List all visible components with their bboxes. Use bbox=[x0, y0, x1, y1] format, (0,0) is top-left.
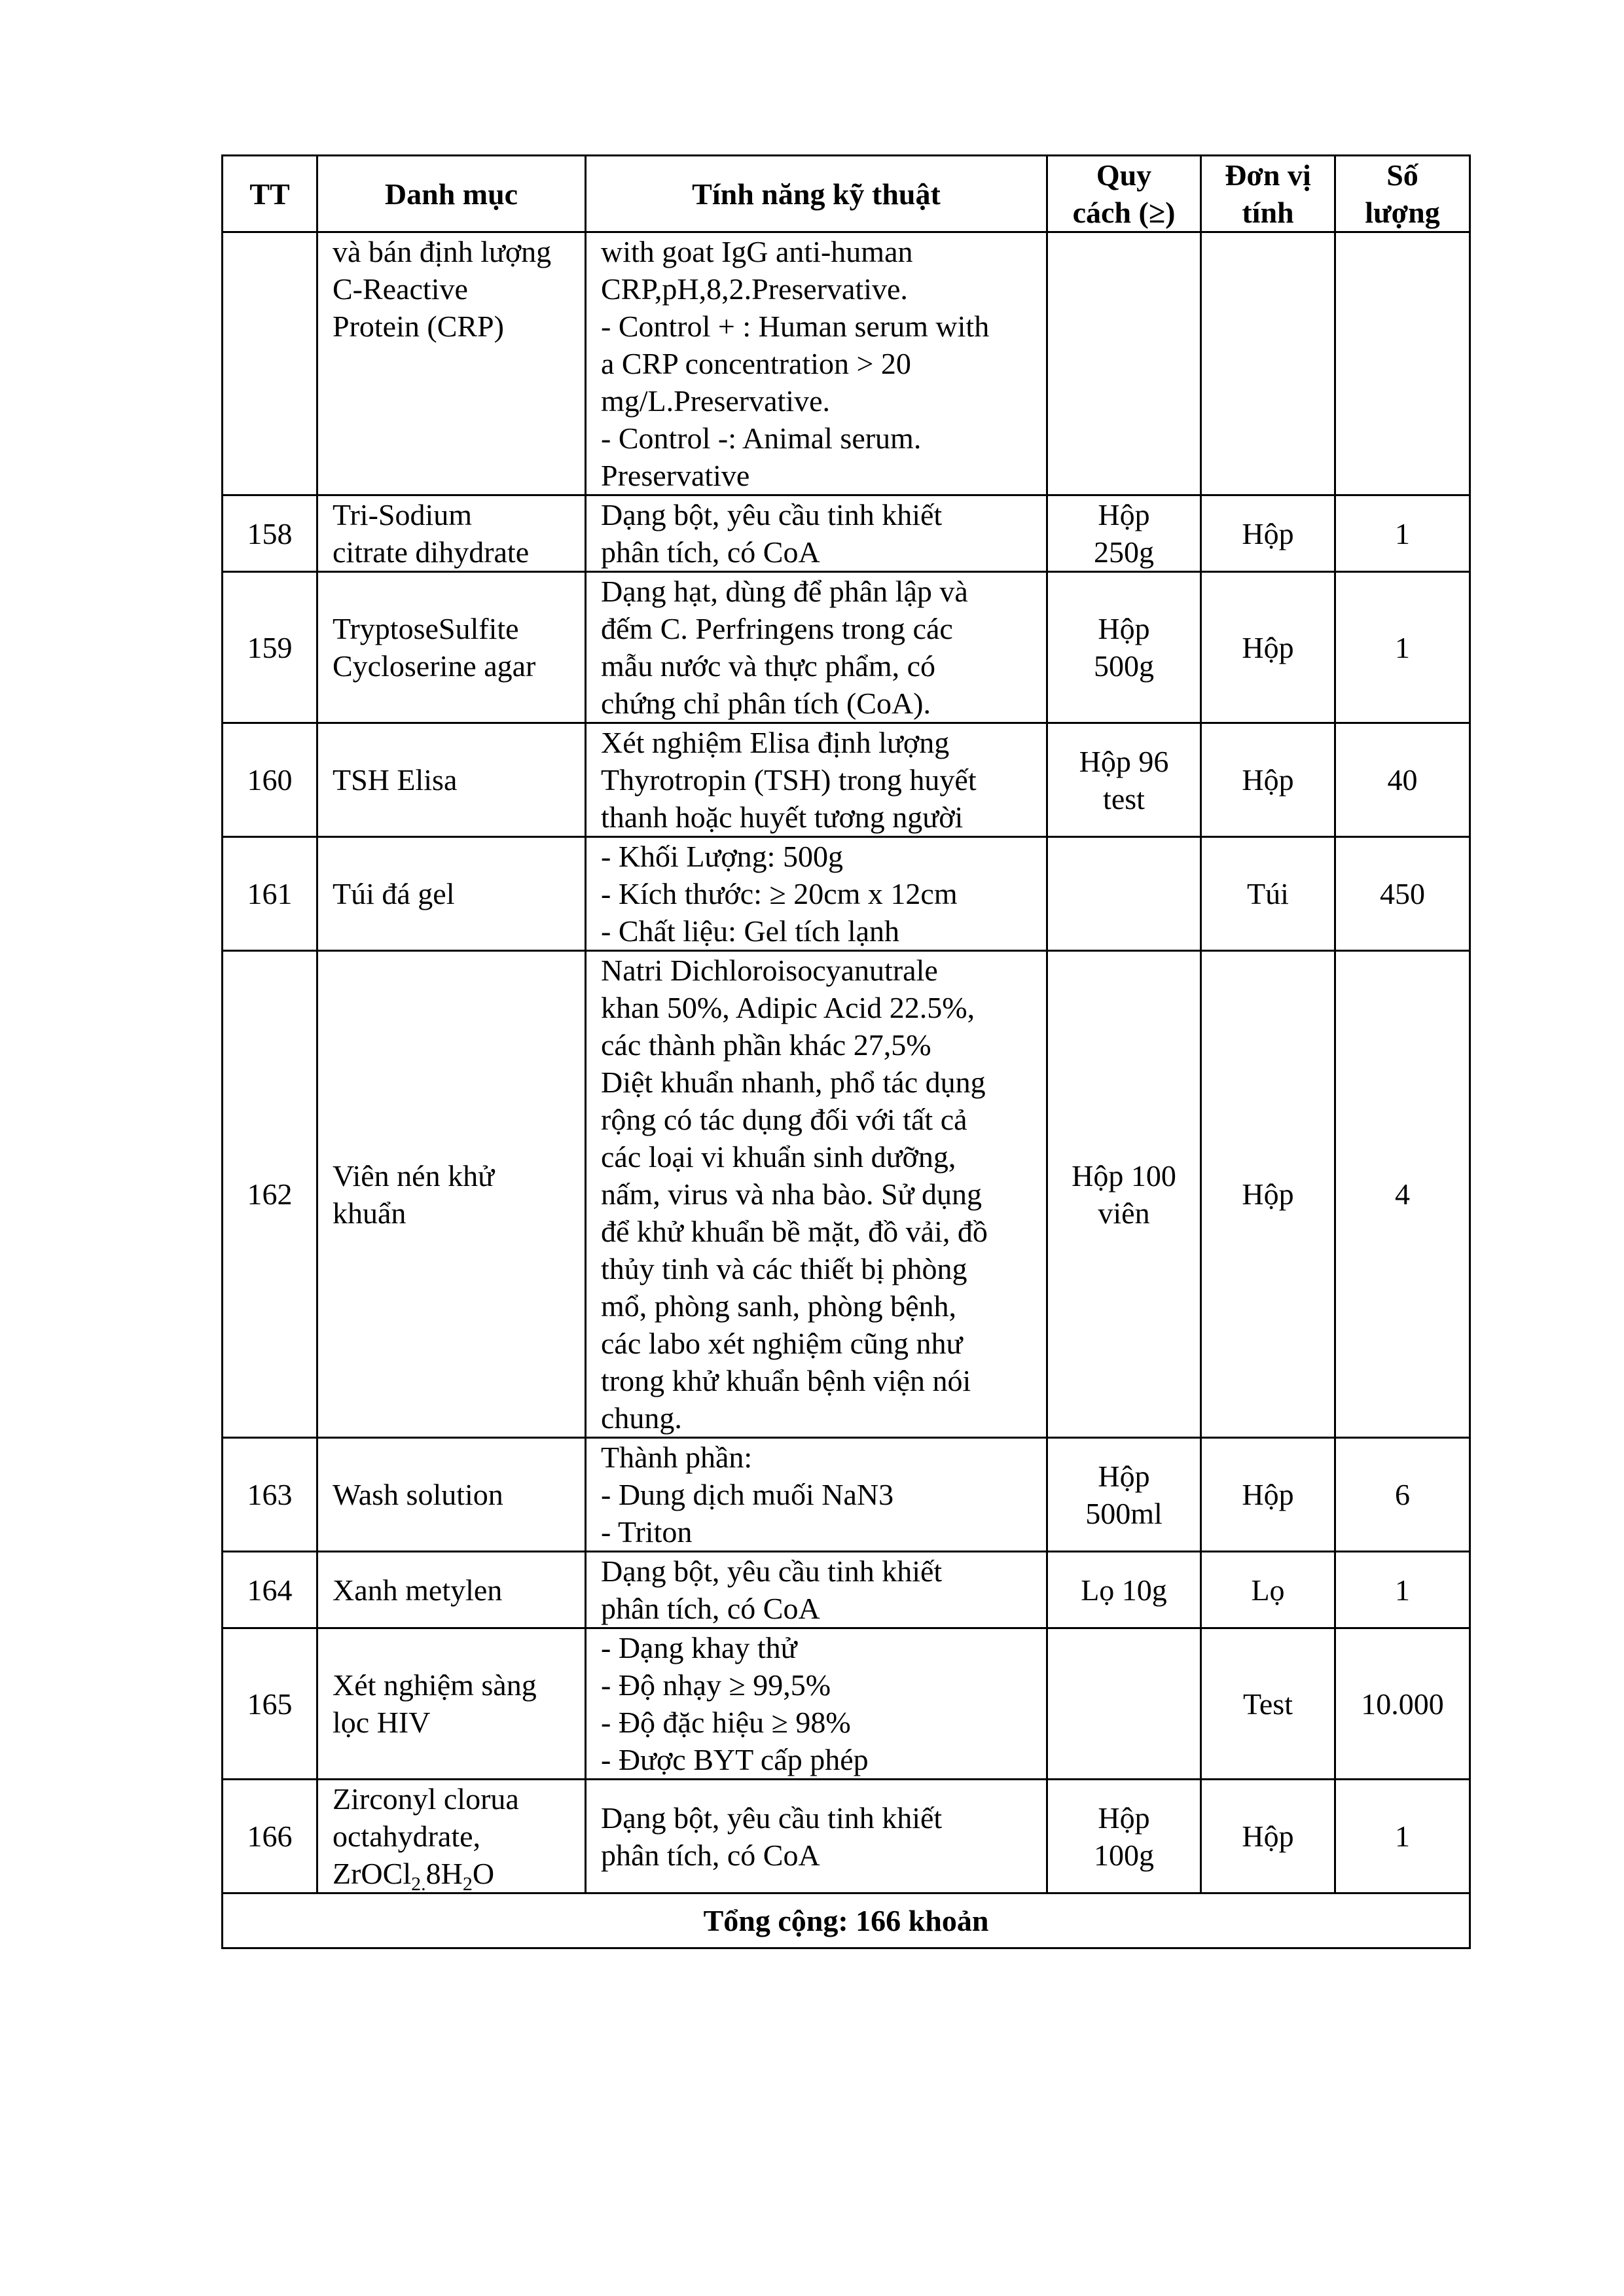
cell-name: Xanh metylen bbox=[317, 1552, 586, 1628]
cell-qty: 1 bbox=[1335, 495, 1470, 572]
table-row bbox=[223, 723, 1470, 837]
items-table bbox=[221, 154, 1471, 1949]
cell-pack: Hộp 250g bbox=[1047, 495, 1201, 572]
cell-name: Túi đá gel bbox=[317, 837, 586, 951]
cell-tt: 164 bbox=[223, 1552, 317, 1628]
continued-row bbox=[223, 232, 1470, 495]
cell-unit: Hộp bbox=[1201, 495, 1335, 572]
header-danh-muc: Danh mục bbox=[317, 156, 586, 232]
table-body bbox=[223, 232, 1470, 1893]
cell-unit: Lọ bbox=[1201, 1552, 1335, 1628]
cell-name: Tri-Sodium citrate dihydrate bbox=[317, 495, 586, 572]
cell-name: TryptoseSulfite Cycloserine agar bbox=[317, 572, 586, 723]
cell-tt: 161 bbox=[223, 837, 317, 951]
header-don-vi: Đơn vị tính bbox=[1201, 156, 1335, 232]
table-row bbox=[223, 951, 1470, 1438]
cell-pack bbox=[1047, 1628, 1201, 1780]
table-row bbox=[223, 495, 1470, 572]
cell-pack: Hộp 500ml bbox=[1047, 1438, 1201, 1552]
cell-spec: with goat IgG anti-human CRP,pH,8,2.Preservative. - Control + : Human serum with a CRP concentration > 20 mg/L.Preservative. - Control -: Animal serum. Preservative bbox=[586, 232, 1047, 495]
total-label: Tổng cộng: 166 khoản bbox=[223, 1893, 1470, 1948]
cell-qty: 1 bbox=[1335, 1552, 1470, 1628]
table-row bbox=[223, 837, 1470, 951]
cell-tt bbox=[223, 232, 317, 495]
cell-tt: 163 bbox=[223, 1438, 317, 1552]
header-so-luong: Số lượng bbox=[1335, 156, 1470, 232]
cell-pack: Hộp 100 viên bbox=[1047, 951, 1201, 1438]
cell-tt: 158 bbox=[223, 495, 317, 572]
cell-pack: Hộp 500g bbox=[1047, 572, 1201, 723]
cell-tt: 165 bbox=[223, 1628, 317, 1780]
cell-unit: Hộp bbox=[1201, 951, 1335, 1438]
table-row bbox=[223, 1552, 1470, 1628]
table-row bbox=[223, 1628, 1470, 1780]
table-row bbox=[223, 1438, 1470, 1552]
cell-qty: 40 bbox=[1335, 723, 1470, 837]
cell-name: Wash solution bbox=[317, 1438, 586, 1552]
total-row bbox=[223, 1893, 1470, 1948]
cell-spec: Natri Dichloroisocyanutrale khan 50%, Adipic Acid 22.5%, các thành phần khác 27,5% Diệt khuẩn nhanh, phổ tác dụng rộng có tác dụng đối với tất cả các loại vi khuẩn sinh dưỡng, nấm, virus và nha bào. Sử dụng để khử khuẩn bề mặt, đồ vải, đồ thủy tinh và các thiết bị phòng mổ, phòng sanh, phòng bệnh, các labo xét nghiệm cũng như trong khử khuẩn bệnh viện nói chung. bbox=[586, 951, 1047, 1438]
cell-pack bbox=[1047, 232, 1201, 495]
cell-spec: Xét nghiệm Elisa định lượng Thyrotropin (TSH) trong huyết thanh hoặc huyết tương người bbox=[586, 723, 1047, 837]
cell-spec: Dạng hạt, dùng để phân lập và đếm C. Perfringens trong các mẫu nước và thực phẩm, có chứng chỉ phân tích (CoA). bbox=[586, 572, 1047, 723]
cell-unit: Hộp bbox=[1201, 723, 1335, 837]
cell-spec: Dạng bột, yêu cầu tinh khiết phân tích, có CoA bbox=[586, 1552, 1047, 1628]
cell-tt: 166 bbox=[223, 1780, 317, 1893]
cell-name: Viên nén khử khuẩn bbox=[317, 951, 586, 1438]
header-tt: TT bbox=[223, 156, 317, 232]
cell-unit: Túi bbox=[1201, 837, 1335, 951]
cell-name: TSH Elisa bbox=[317, 723, 586, 837]
cell-tt: 160 bbox=[223, 723, 317, 837]
cell-unit: Test bbox=[1201, 1628, 1335, 1780]
cell-qty: 10.000 bbox=[1335, 1628, 1470, 1780]
cell-pack: Hộp 96 test bbox=[1047, 723, 1201, 837]
cell-qty: 4 bbox=[1335, 951, 1470, 1438]
header-tinh-nang: Tính năng kỹ thuật bbox=[586, 156, 1047, 232]
cell-spec: Dạng bột, yêu cầu tinh khiết phân tích, có CoA bbox=[586, 495, 1047, 572]
header-row bbox=[223, 156, 1470, 232]
cell-pack: Lọ 10g bbox=[1047, 1552, 1201, 1628]
cell-tt: 159 bbox=[223, 572, 317, 723]
cell-qty bbox=[1335, 232, 1470, 495]
header-quy-cach: Quy cách (≥) bbox=[1047, 156, 1201, 232]
cell-qty: 1 bbox=[1335, 572, 1470, 723]
cell-pack: Hộp 100g bbox=[1047, 1780, 1201, 1893]
cell-spec: Thành phần: - Dung dịch muối NaN3 - Triton bbox=[586, 1438, 1047, 1552]
cell-unit: Hộp bbox=[1201, 1780, 1335, 1893]
cell-pack bbox=[1047, 837, 1201, 951]
cell-qty: 1 bbox=[1335, 1780, 1470, 1893]
cell-spec: - Dạng khay thử - Độ nhạy ≥ 99,5% - Độ đặc hiệu ≥ 98% - Được BYT cấp phép bbox=[586, 1628, 1047, 1780]
table-row bbox=[223, 1780, 1470, 1893]
cell-spec: Dạng bột, yêu cầu tinh khiết phân tích, có CoA bbox=[586, 1780, 1047, 1893]
cell-unit bbox=[1201, 232, 1335, 495]
chemical-formula: $ZrOCl_{2.}8H_2O$ bbox=[333, 1857, 495, 1895]
cell-tt: 162 bbox=[223, 951, 317, 1438]
cell-unit: Hộp bbox=[1201, 572, 1335, 723]
cell-unit: Hộp bbox=[1201, 1438, 1335, 1552]
cell-qty: 6 bbox=[1335, 1438, 1470, 1552]
cell-spec: - Khối Lượng: 500g - Kích thước: ≥ 20cm x 12cm - Chất liệu: Gel tích lạnh bbox=[586, 837, 1047, 951]
cell-name: Xét nghiệm sàng lọc HIV bbox=[317, 1628, 586, 1780]
cell-qty: 450 bbox=[1335, 837, 1470, 951]
cell-name: Zirconyl clorua octahydrate, $ZrOCl_{2.}8H_2O$ bbox=[317, 1780, 586, 1893]
cell-name: và bán định lượng C-Reactive Protein (CRP) bbox=[317, 232, 586, 495]
table-row bbox=[223, 572, 1470, 723]
